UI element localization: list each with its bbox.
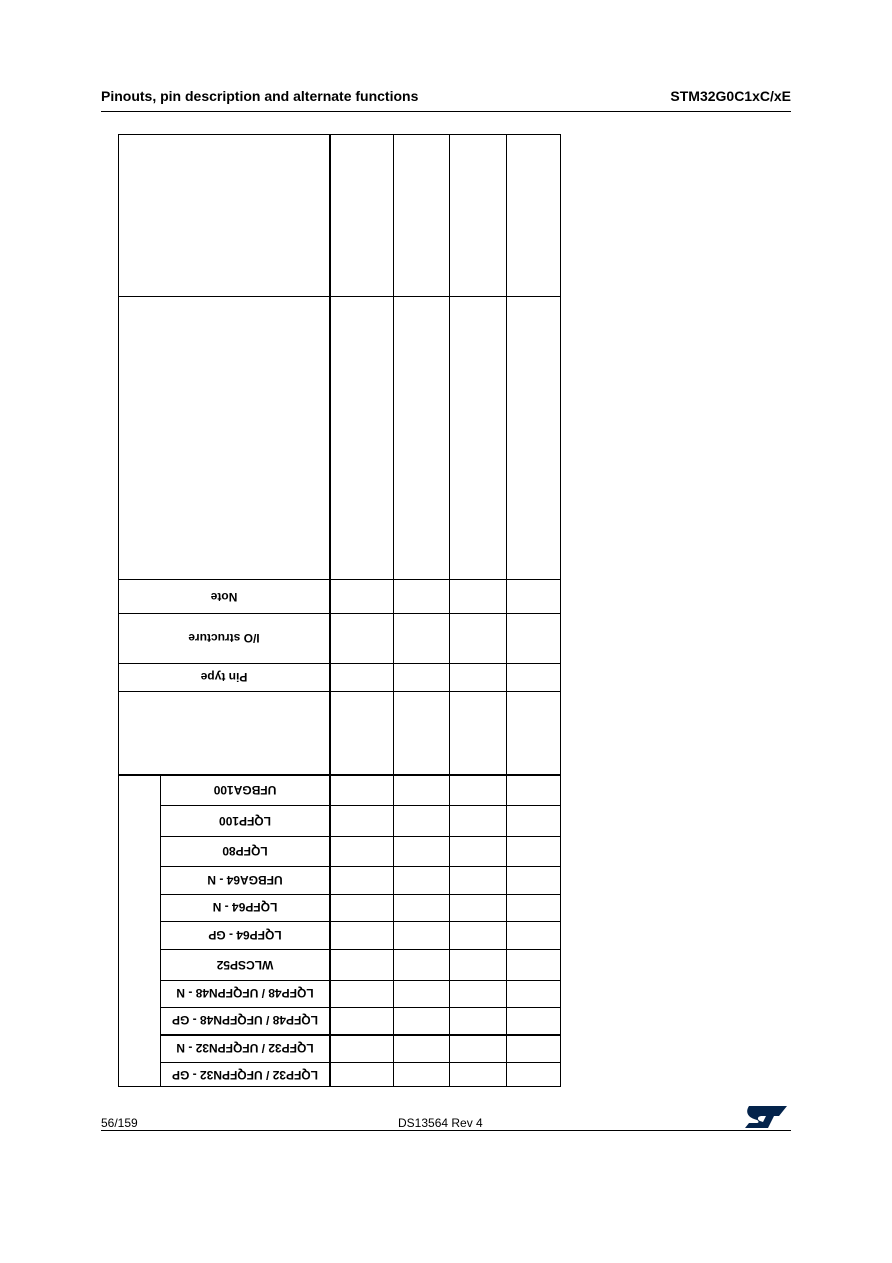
package-label: LQFP48 / UFQFPN48 - GP — [171, 1013, 319, 1027]
column-divider — [449, 135, 450, 1087]
row-divider — [160, 1062, 560, 1063]
package-label: UFBGA100 — [213, 783, 277, 797]
row-divider — [119, 296, 560, 297]
package-label: WLCSP52 — [216, 958, 274, 972]
package-label: LQFP64 - GP — [208, 928, 282, 942]
row-divider — [160, 866, 560, 867]
header-rule — [101, 111, 791, 112]
row-divider — [160, 805, 560, 806]
row-divider — [160, 980, 560, 981]
column-divider — [506, 135, 507, 1087]
package-label: LQFP64 - N — [212, 900, 278, 914]
document-id: DS13564 Rev 4 — [398, 1116, 483, 1130]
row-divider — [160, 836, 560, 837]
row-divider — [160, 894, 560, 895]
doc-part-number: STM32G0C1xC/xE — [670, 88, 791, 104]
row-divider — [160, 921, 560, 922]
label-column-divider — [329, 135, 331, 1087]
page-number: 56/159 — [101, 1116, 138, 1130]
note-header: Note — [210, 590, 238, 604]
package-label: LQFP80 — [222, 844, 268, 858]
row-divider — [160, 1034, 560, 1036]
row-divider — [160, 1007, 560, 1008]
row-divider — [119, 691, 560, 692]
package-group-divider — [160, 775, 161, 1087]
pin-definition-table-rotated — [118, 134, 561, 1087]
section-title: Pinouts, pin description and alternate functions — [101, 88, 419, 104]
package-label: LQFP32 / UFQFPN32 - N — [176, 1041, 314, 1055]
package-label: LQFP100 — [218, 814, 272, 828]
io-structure-header: I/O structure — [188, 631, 260, 645]
column-divider — [393, 135, 394, 1087]
package-label: LQFP48 / UFQFPN48 - N — [176, 986, 314, 1000]
footer-rule — [101, 1130, 791, 1131]
package-label: UFBGA64 - N — [207, 873, 283, 887]
row-divider — [119, 663, 560, 664]
package-section-divider — [119, 774, 560, 776]
pin-type-header: Pin type — [200, 670, 248, 684]
package-label: LQFP32 / UFQFPN32 - GP — [171, 1068, 319, 1082]
row-divider — [160, 949, 560, 950]
st-logo-icon — [743, 1104, 789, 1130]
row-divider — [119, 579, 560, 580]
row-divider — [119, 613, 560, 614]
